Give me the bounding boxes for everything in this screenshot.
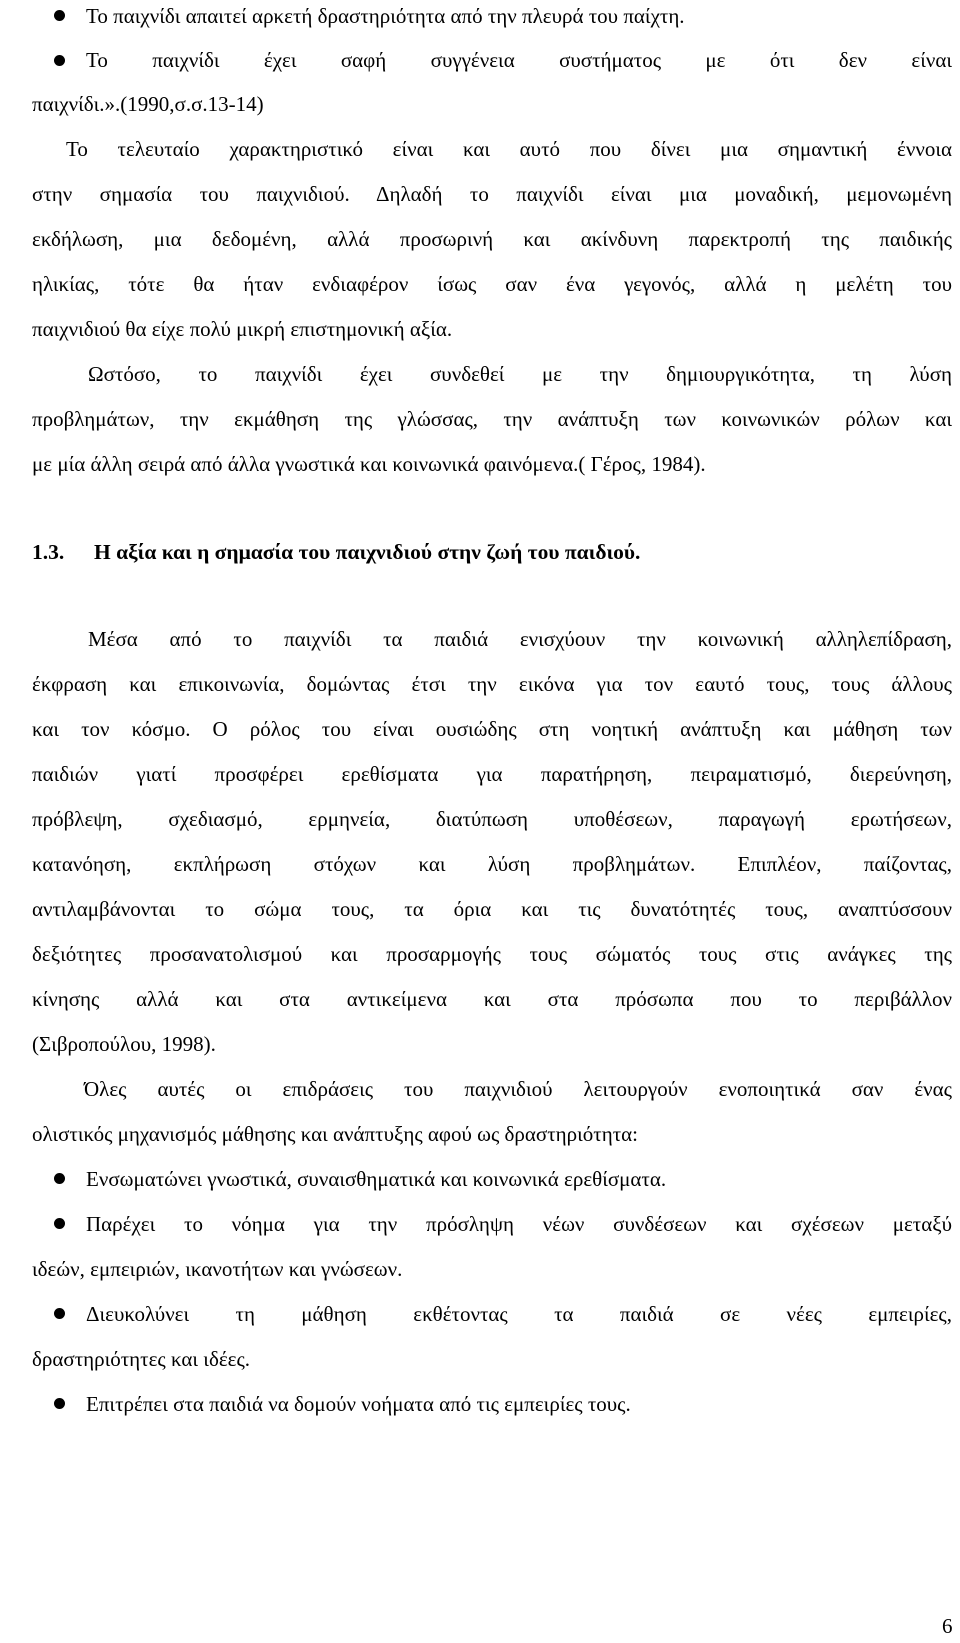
paragraph-line: ολιστικός μηχανισμός μάθησης και ανάπτυξης αφού ως δραστηριότητα: (32, 1122, 638, 1146)
bullet-item-text-continued: παιχνίδι.».(1990,σ.σ.13-14) (32, 92, 264, 116)
paragraph-line: αντιλαμβάνονται το σώμα τους, τα όρια και τις δυνατότητές τους, αναπτύσσουν (32, 897, 952, 921)
section-heading (32, 538, 640, 566)
bullet-icon (54, 1173, 65, 1184)
paragraph-line: Όλες αυτές οι επιδράσεις του παιχνιδιού λειτουργούν ενοποιητικά σαν ένας (84, 1077, 952, 1101)
paragraph-line: δεξιότητες προσανατολισμού και προσαρμογής τους σώματός τους στις ανάγκες της (32, 942, 952, 966)
paragraph-line: έκφραση και επικοινωνία, δομώντας έτσι την εικόνα για τον εαυτό τους, τους άλλους (32, 672, 952, 696)
paragraph-line: Μέσα από το παιχνίδι τα παιδιά ενισχύουν την κοινωνική αλληλεπίδραση, (88, 627, 952, 651)
paragraph-line: Το τελευταίο χαρακτηριστικό είναι και αυτό που δίνει μια σημαντική έννοια (66, 137, 952, 161)
paragraph-line: πρόβλεψη, σχεδιασμό, ερμηνεία, διατύπωση υποθέσεων, παραγωγή ερωτήσεων, (32, 807, 952, 831)
bullet-item-text: Επιτρέπει στα παιδιά να δομούν νοήματα από τις εμπειρίες τους. (86, 1392, 631, 1416)
paragraph-line: κατανόηση, εκπλήρωση στόχων και λύση προβλημάτων. Επιπλέον, παίζοντας, (32, 852, 952, 876)
bullet-item-text: Παρέχει το νόημα για την πρόσληψη νέων συνδέσεων και σχέσεων μεταξύ (86, 1212, 952, 1236)
paragraph-line: στην σημασία του παιχνιδιού. Δηλαδή το παιχνίδι είναι μια μοναδική, μεμονωμένη (32, 182, 952, 206)
bullet-icon (54, 1398, 65, 1409)
paragraph-line: εκδήλωση, μια δεδομένη, αλλά προσωρινή και ακίνδυνη παρεκτροπή της παιδικής (32, 227, 952, 251)
bullet-item-text: Το παιχνίδι απαιτεί αρκετή δραστηριότητα από την πλευρά του παίχτη. (86, 4, 685, 28)
document-page (32, 0, 952, 1643)
paragraph-line: (Σιβροπούλου, 1998). (32, 1032, 216, 1056)
bullet-item-text: Το παιχνίδι έχει σαφή συγγένεια συστήματος με ότι δεν είναι (86, 48, 952, 72)
bullet-item-text-continued: δραστηριότητες και ιδέες. (32, 1347, 251, 1371)
page-number: 6 (942, 1614, 953, 1638)
bullet-icon (54, 55, 65, 66)
bullet-icon (54, 10, 65, 21)
bullet-item-text: Ενσωματώνει γνωστικά, συναισθηματικά και κοινωνικά ερεθίσματα. (86, 1167, 667, 1191)
paragraph-line: παιδιών γιατί προσφέρει ερεθίσματα για παρατήρηση, πειραματισμό, διερεύνηση, (32, 762, 952, 786)
paragraph-line: ηλικίας, τότε θα ήταν ενδιαφέρον ίσως σαν ένα γεγονός, αλλά η μελέτη του (32, 272, 952, 296)
bullet-item-text: Διευκολύνει τη μάθηση εκθέτοντας τα παιδιά σε νέες εμπειρίες, (86, 1302, 952, 1326)
paragraph-line: κίνησης αλλά και στα αντικείμενα και στα πρόσωπα που το περιβάλλον (32, 987, 952, 1011)
section-number: 1.3. (32, 540, 65, 564)
bullet-item-text-continued: ιδεών, εμπειριών, ικανοτήτων και γνώσεων. (32, 1257, 403, 1281)
paragraph-line: παιχνιδιού θα είχε πολύ μικρή επιστημονική αξία. (32, 317, 453, 341)
paragraph-line: προβλημάτων, την εκμάθηση της γλώσσας, την ανάπτυξη των κοινωνικών ρόλων και (32, 407, 952, 431)
paragraph-line: Ωστόσο, το παιχνίδι έχει συνδεθεί με την δημιουργικότητα, τη λύση (88, 362, 952, 386)
paragraph-line: και τον κόσμο. Ο ρόλος του είναι ουσιώδης στη νοητική ανάπτυξη και μάθηση των (32, 717, 952, 741)
bullet-icon (54, 1308, 65, 1319)
bullet-icon (54, 1218, 65, 1229)
paragraph-line: με μία άλλη σειρά από άλλα γνωστικά και κοινωνικά φαινόμενα.( Γέρος, 1984). (32, 452, 706, 476)
section-title: Η αξία και η σημασία του παιχνιδιού στην ζωή του παιδιού. (94, 540, 641, 564)
